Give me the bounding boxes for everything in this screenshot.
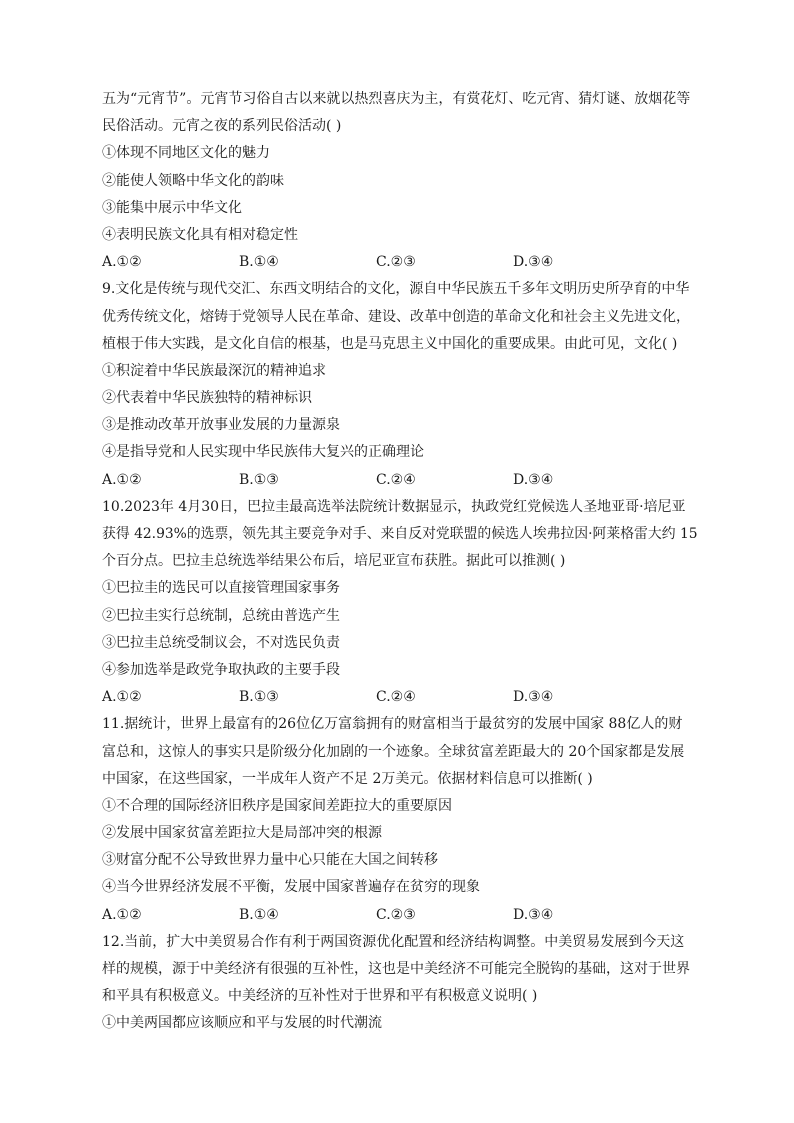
statement-item: ①巴拉圭的选民可以直接管理国家事务 xyxy=(102,580,340,597)
statement-item: ③财富分配不公导致世界力量中心只能在大国之间转移 xyxy=(102,852,438,869)
question-8 xyxy=(102,86,698,276)
question-stem-line: 10.2023年 4月30日，巴拉圭最高选举法院统计数据显示，执政党红党候选人圣地亚哥·培尼亚 xyxy=(102,498,686,515)
statement-item: ③巴拉圭总统受制议会，不对选民负责 xyxy=(102,634,340,651)
question-stem-line: 样的规模，源于中美经济有很强的互补性，这也是中美经济不可能完全脱钩的基础，这对于世界 xyxy=(102,961,690,977)
question-stem-line: 和平具有积极意义。中美经济的互补性对于世界和平有积极意义说明( ) xyxy=(102,988,538,1005)
answer-options xyxy=(102,902,698,929)
statement-item: ④参加选举是政党争取执政的主要手段 xyxy=(102,661,340,678)
question-10 xyxy=(102,494,698,712)
question-stem-line: 个百分点。巴拉圭总统选举结果公布后，培尼亚宣布获胜。据此可以推测( ) xyxy=(102,553,566,570)
statement-item: ①中美两国都应该顺应和平与发展的时代潮流 xyxy=(102,1015,382,1032)
answer-options xyxy=(102,684,698,711)
question-stem-line: 获得 42.93%的选票，领先其主要竞争对手、来自反对党联盟的候选人埃弗拉因·阿莱格雷大约 15 xyxy=(102,526,698,542)
question-stem-line: 民俗活动。元宵之夜的系列民俗活动( ) xyxy=(102,118,342,135)
statement-item: ④当今世界经济发展不平衡，发展中国家普遍存在贫穷的现象 xyxy=(102,879,480,896)
statement-item: ①不合理的国际经济旧秩序是国家间差距拉大的重要原因 xyxy=(102,797,452,814)
statement-item: ④表明民族文化具有相对稳定性 xyxy=(102,226,298,243)
question-9 xyxy=(102,276,698,494)
answer-option: A.①② xyxy=(102,906,142,923)
answer-option: C.②③ xyxy=(376,254,416,271)
question-11 xyxy=(102,711,698,929)
answer-option: D.③④ xyxy=(513,906,554,923)
answer-option: A.①② xyxy=(102,689,142,706)
question-list xyxy=(102,86,698,1038)
answer-option: C.②③ xyxy=(376,906,416,923)
statement-item: ②发展中国家贫富差距拉大是局部冲突的根源 xyxy=(102,825,382,842)
answer-option: A.①② xyxy=(102,471,142,488)
question-stem-line: 12.当前，扩大中美贸易合作有利于两国资源优化配置和经济结构调整。中美贸易发展到今天这 xyxy=(102,933,685,950)
answer-option: B.①③ xyxy=(239,689,279,706)
answer-option: B.①④ xyxy=(239,906,279,923)
answer-option: C.②④ xyxy=(376,689,416,706)
statement-item: ③是推动改革开放事业发展的力量源泉 xyxy=(102,417,340,434)
question-stem-line: 植根于伟大实践，是文化自信的根基，也是马克思主义中国化的重要成果。由此可见，文化( ) xyxy=(102,335,678,352)
question-12 xyxy=(102,929,698,1038)
question-stem-line: 9.文化是传统与现代交汇、东西文明结合的文化，源自中华民族五千多年文明历史所孕育的中华 xyxy=(102,281,690,298)
answer-option: D.③④ xyxy=(513,254,554,271)
answer-option: C.②④ xyxy=(376,471,416,488)
answer-options xyxy=(102,467,698,494)
answer-option: D.③④ xyxy=(513,471,554,488)
question-stem-line: 优秀传统文化，熔铸于党领导人民在革命、建设、改革中创造的革命文化和社会主义先进文化， xyxy=(102,308,690,325)
answer-options xyxy=(102,249,698,276)
answer-option: B.①③ xyxy=(239,471,279,488)
statement-item: ③能集中展示中华文化 xyxy=(102,199,242,216)
statement-item: ④是指导党和人民实现中华民族伟大复兴的正确理论 xyxy=(102,444,424,461)
question-stem-line: 11.据统计，世界上最富有的26位亿万富翁拥有的财富相当于最贫穷的发展中国家 88亿人的财 xyxy=(102,716,683,733)
question-stem-line: 富总和，这惊人的事实只是阶级分化加剧的一个迹象。全球贫富差距最大的 20个国家都是发展 xyxy=(102,743,685,760)
statement-item: ②能使人领略中华文化的韵味 xyxy=(102,172,284,189)
answer-option: D.③④ xyxy=(513,689,554,706)
answer-option: B.①④ xyxy=(239,254,279,271)
question-stem-line: 中国家，在这些国家，一半成年人资产不足 2万美元。依据材料信息可以推断( ) xyxy=(102,770,593,787)
statement-item: ②代表着中华民族独特的精神标识 xyxy=(102,390,312,407)
statement-item: ①积淀着中华民族最深沉的精神追求 xyxy=(102,362,326,379)
statement-item: ②巴拉圭实行总统制，总统由普选产生 xyxy=(102,607,340,624)
question-stem-line: 五为“元宵节”。元宵节习俗自古以来就以热烈喜庆为主，有赏花灯、吃元宵、猜灯谜、放烟花等 xyxy=(102,91,691,107)
answer-option: A.①② xyxy=(102,254,142,271)
statement-item: ①体现不同地区文化的魅力 xyxy=(102,145,270,162)
